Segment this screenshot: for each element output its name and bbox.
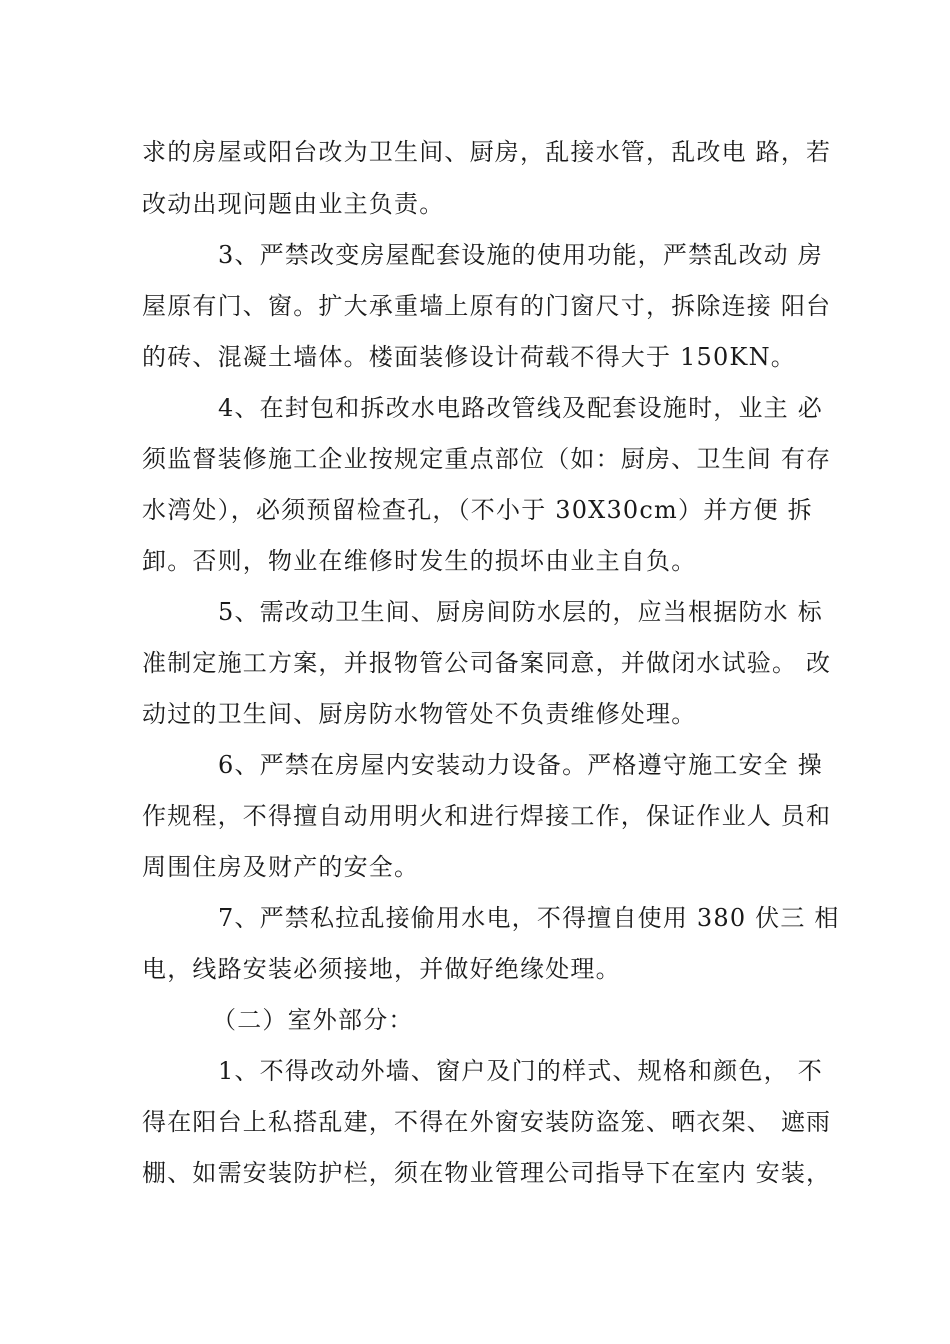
paragraph-5-line: 5、需改动卫生间、厨房间防水层的，应当根据防水 标 <box>218 598 823 626</box>
text-line: 准制定施工方案，并报物管公司备案同意，并做闭水试验。 改 <box>142 649 832 677</box>
text-line: 改动出现问题由业主负责。 <box>142 190 445 218</box>
text-line: 动过的卫生间、厨房防水物管处不负责维修处理。 <box>142 700 697 728</box>
text-line: 的砖、混凝土墙体。楼面装修设计荷载不得大于 150KN。 <box>142 343 796 371</box>
text-line: 电，线路安装必须接地，并做好绝缘处理。 <box>142 955 621 983</box>
text-line: 棚、如需安装防护栏，须在物业管理公司指导下在室内 安装， <box>142 1159 832 1187</box>
text-line: 求的房屋或阳台改为卫生间、厨房，乱接水管，乱改电 路，若 <box>142 138 832 166</box>
section-heading: （二）室外部分： <box>212 1006 414 1034</box>
text-line: 水湾处），必须预留检查孔，（不小于 30X30cm）并方便 拆 <box>142 496 813 524</box>
text-line: 周围住房及财产的安全。 <box>142 853 420 881</box>
text-line: 得在阳台上私搭乱建，不得在外窗安装防盗笼、晒衣架、 遮雨 <box>142 1108 832 1136</box>
paragraph-3-line: 3、严禁改变房屋配套设施的使用功能，严禁乱改动 房 <box>218 241 823 269</box>
text-line: 卸。否则，物业在维修时发生的损坏由业主自负。 <box>142 547 697 575</box>
text-line: 屋原有门、窗。扩大承重墙上原有的门窗尺寸，拆除连接 阳台 <box>142 292 832 320</box>
text-line: 须监督装修施工企业按规定重点部位（如：厨房、卫生间 有存 <box>142 445 832 473</box>
outdoor-item-1-line: 1、不得改动外墙、窗户及门的样式、规格和颜色， 不 <box>218 1057 823 1085</box>
paragraph-6-line: 6、严禁在房屋内安装动力设备。严格遵守施工安全 操 <box>218 751 823 779</box>
paragraph-4-line: 4、在封包和拆改水电路改管线及配套设施时，业主 必 <box>218 394 823 422</box>
text-line: 作规程，不得擅自动用明火和进行焊接工作，保证作业人 员和 <box>142 802 832 830</box>
paragraph-7-line: 7、严禁私拉乱接偷用水电，不得擅自使用 380 伏三 相 <box>218 904 840 932</box>
